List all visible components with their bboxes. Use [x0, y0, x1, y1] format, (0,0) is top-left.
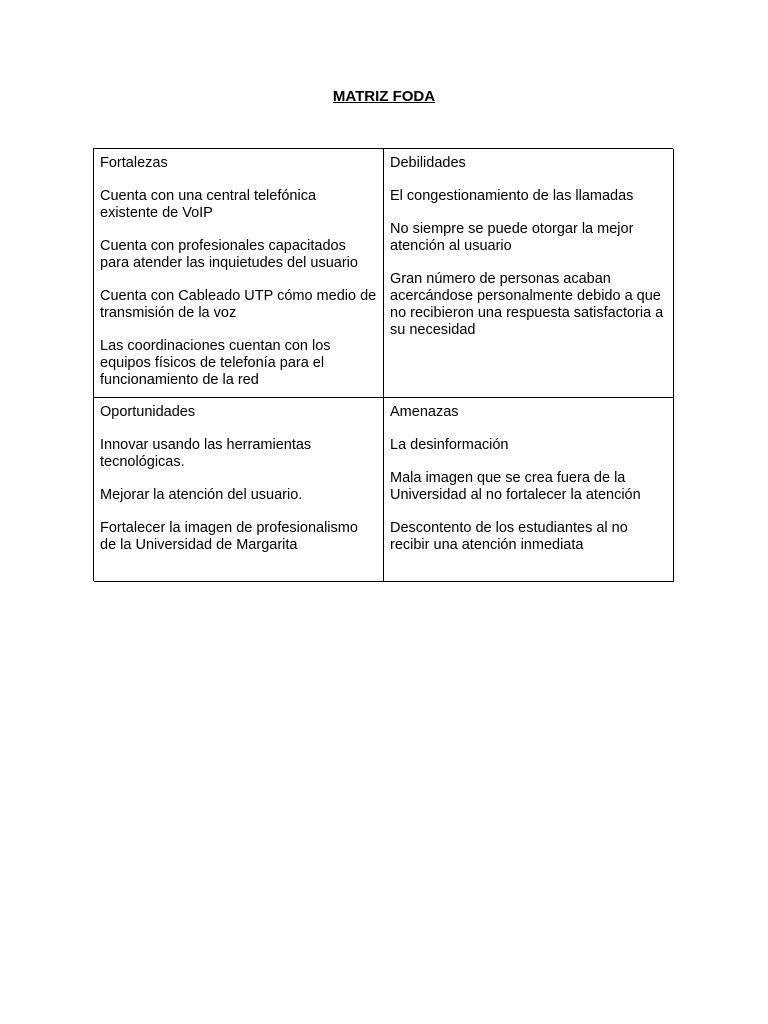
- quadrant-item: Fortalecer la imagen de profesionalismo de la Universidad de Margarita: [100, 520, 358, 553]
- quadrant-heading: Fortalezas: [100, 155, 168, 171]
- quadrant-item: La desinformación: [390, 437, 509, 453]
- swot-matrix: [93, 148, 673, 581]
- quadrant-oportunidades: [94, 398, 384, 582]
- quadrant-item: Gran número de personas acaban acercándose personalmente debido a que no recibieron una respuesta satisfactoria a su necesidad: [390, 271, 664, 338]
- quadrant-debilidades: [384, 149, 674, 398]
- quadrant-amenazas: [384, 398, 674, 582]
- quadrant-item: Las coordinaciones cuentan con los equipos físicos de telefonía para el funcionamiento de la red: [100, 338, 331, 388]
- quadrant-item: Mejorar la atención del usuario.: [100, 487, 303, 503]
- quadrant-heading: Oportunidades: [100, 404, 196, 420]
- quadrant-item: Cuenta con Cableado UTP cómo medio de transmisión de la voz: [100, 288, 377, 321]
- quadrant-item: No siempre se puede otorgar la mejor atención al usuario: [390, 221, 634, 254]
- quadrant-heading: Debilidades: [390, 155, 466, 171]
- quadrant-item: Descontento de los estudiantes al no recibir una atención inmediata: [390, 520, 628, 553]
- quadrant-item: Cuenta con profesionales capacitados para atender las inquietudes del usuario: [100, 238, 358, 271]
- quadrant-fortalezas: [94, 149, 384, 398]
- page-title: MATRIZ FODA: [332, 88, 436, 105]
- quadrant-item: El congestionamiento de las llamadas: [390, 188, 634, 204]
- quadrant-item: Mala imagen que se crea fuera de la Universidad al no fortalecer la atención: [390, 470, 641, 503]
- quadrant-heading: Amenazas: [390, 404, 459, 420]
- quadrant-item: Innovar usando las herramientas tecnológicas.: [100, 437, 312, 470]
- quadrant-item: Cuenta con una central telefónica existente de VoIP: [100, 188, 317, 221]
